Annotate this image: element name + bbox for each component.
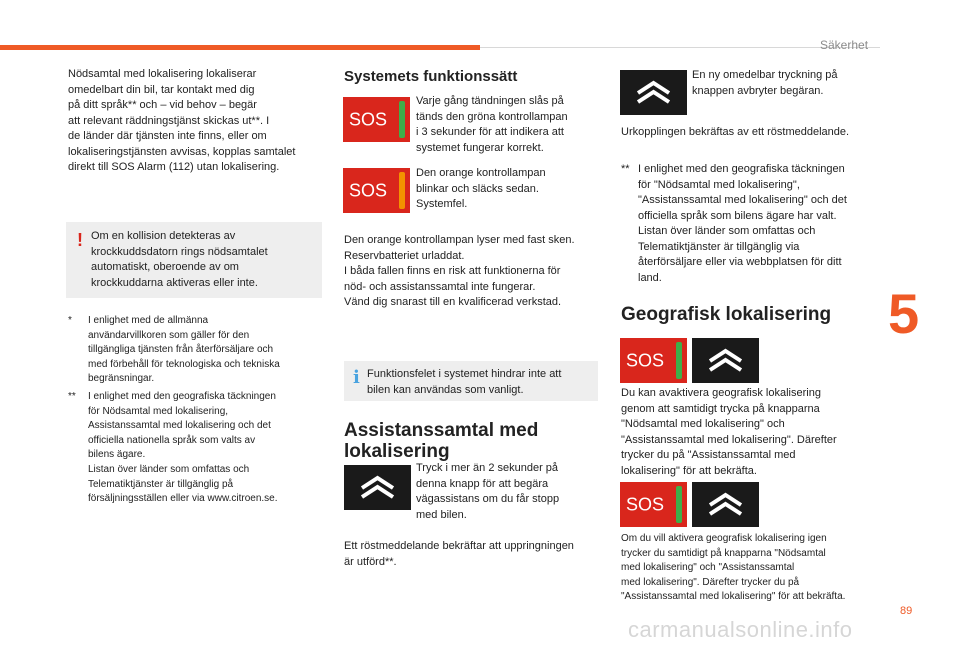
disconnect-confirm: Urkopplingen bekräftas av ett röstmeddelande. xyxy=(621,126,850,138)
sos-orange-lamp-icon: SOS xyxy=(343,168,410,213)
heading-system-function: Systemets funktionssätt xyxy=(344,68,518,85)
double-chevron-icon xyxy=(620,70,687,115)
assistance-button-icon-2 xyxy=(620,70,687,115)
double-chevron-icon xyxy=(692,338,759,383)
info-box xyxy=(344,361,598,401)
geo-reactivate-paragraph: Om du vill aktivera geografisk lokalisering igen trycker du samtidigt på knapparna "Nödsamtal med lokalisering" och "Assistanssamtal med lokalisering". Därefter trycker du på "Assistanssamtal med lokalisering" för att bekräfta. xyxy=(621,533,846,603)
chapter-number: 5 xyxy=(888,282,920,345)
warning-box xyxy=(66,222,322,298)
assistance-button-icon xyxy=(344,465,411,510)
page-number: 89 xyxy=(900,605,913,617)
double-chevron-icon xyxy=(692,482,759,527)
heading-geo-location: Geografisk lokalisering xyxy=(621,304,832,325)
section-title: Säkerhet xyxy=(820,38,869,52)
watermark: carmanualsonline.info xyxy=(628,617,853,642)
info-icon: i xyxy=(353,367,360,388)
fault-paragraph: Den orange kontrollampan lyser med fast sken. Reservbatteriet urladdat. I båda fallen finns en risk att funktionerna för nöd- och assistanssamtal inte fungerar. Vänd dig snarast till en kvalificerad verkstad. xyxy=(344,234,575,308)
sos-green-lamp-icon: SOS xyxy=(343,97,410,142)
voice-confirm-paragraph: Ett röstmeddelande bekräftar att uppringningen är utförd**. xyxy=(344,540,574,568)
intro-paragraph: Nödsamtal med lokalisering lokaliserar omedelbart din bil, tar kontakt med dig på ditt språk** och – vid behov – begär att relevant räddningstjänst skickas ut**. I de länder där tjänsten inte finns, eller om lokaliseringstjänsten avvisas, kopplas samtalet direkt till SOS Alarm (112) utan lokalisering. xyxy=(68,68,296,173)
item-cancel-request: En ny omedelbar tryckning på knappen avbryter begäran. xyxy=(692,69,838,97)
info-text: Funktionsfelet i systemet hindrar inte att bilen kan användas som vanligt. xyxy=(367,368,562,396)
geo-deactivate-paragraph: Du kan avaktivera geografisk lokalisering genom att samtidigt trycka på knapparna "Nödsamtal med lokalisering" och "Assistanssamtal med lokalisering". Därefter trycker du på "Assistanssamtal med lokalisering" för att bekräfta. xyxy=(621,387,837,477)
assistance-button-icon-4 xyxy=(692,482,759,527)
warning-text: Om en kollision detekteras av krockkuddsdatorn rings nödsamtalet automatiskt, oberoende av om krockkuddarna aktiveras eller inte. xyxy=(91,230,268,289)
item-assistance-button: Tryck i mer än 2 sekunder på denna knapp för att begära vägassistans om du får stopp med bilen. xyxy=(416,462,560,521)
header-accent-bar xyxy=(0,45,480,50)
assistance-button-icon-3 xyxy=(692,338,759,383)
sos-button-icon-2: SOS xyxy=(620,482,687,527)
double-chevron-icon xyxy=(344,465,411,510)
heading-assistance-call: Assistanssamtal med lokalisering xyxy=(344,420,539,462)
item-green-lamp: Varje gång tändningen slås på tänds den gröna kontrollampan i 3 sekunder för att indikera att systemet fungerar korrekt. xyxy=(416,95,568,154)
exclamation-icon: ! xyxy=(77,230,83,250)
sos-button-icon: SOS xyxy=(620,338,687,383)
item-orange-lamp: Den orange kontrollampan blinkar och släcks sedan. Systemfel. xyxy=(416,167,546,210)
